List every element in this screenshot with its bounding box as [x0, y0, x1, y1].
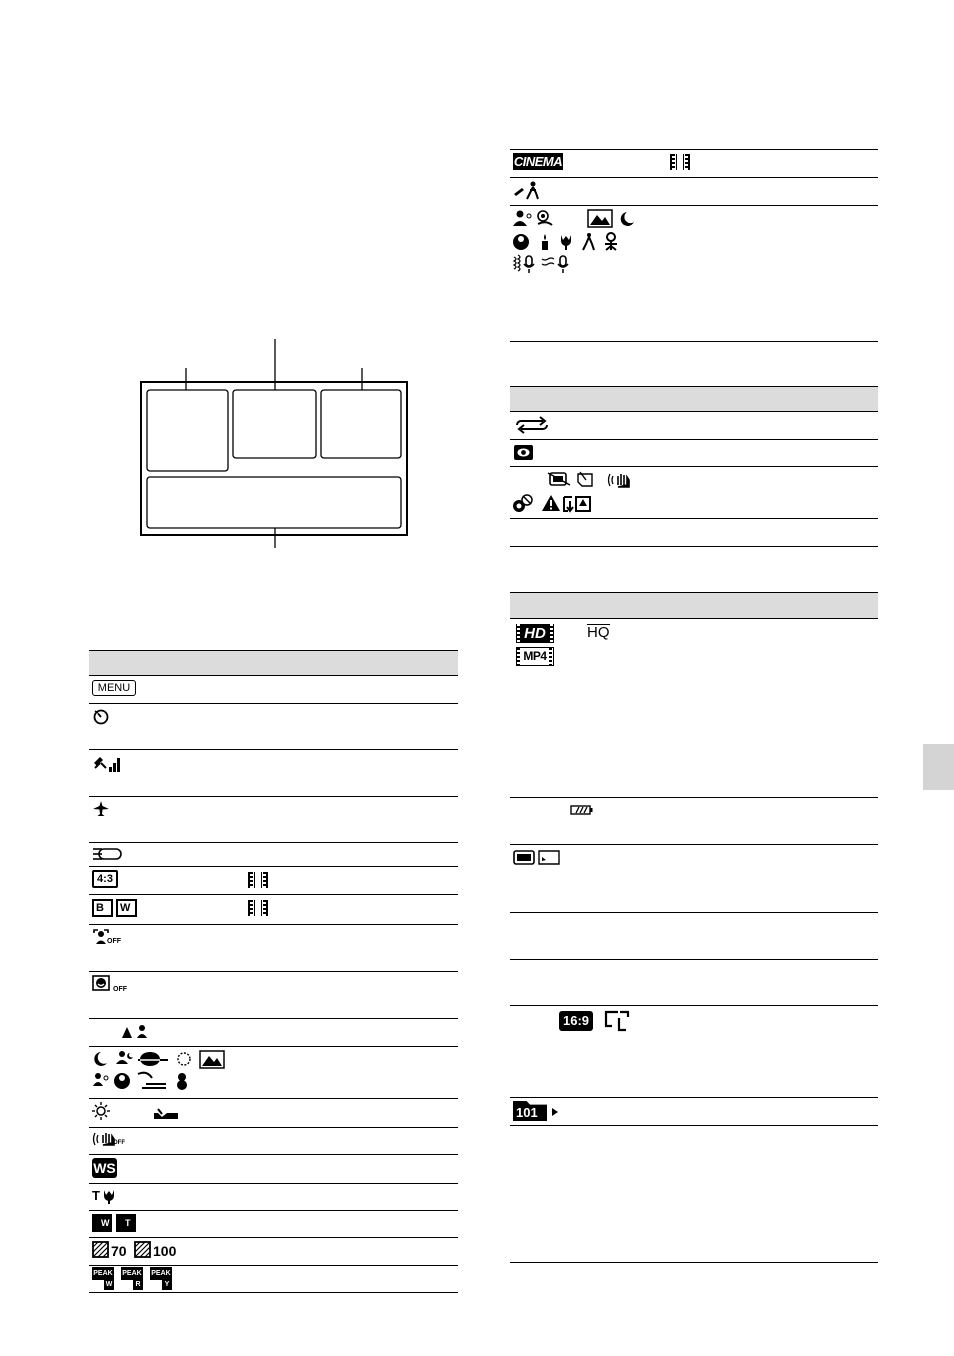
hq-quality-icon: HQ [587, 624, 610, 641]
row-divider [89, 1265, 458, 1266]
row-divider [510, 518, 878, 519]
row-divider [510, 1005, 878, 1006]
white-balance-icons [92, 1102, 182, 1122]
view-mode-icon [513, 444, 535, 462]
off-label: OFF [107, 938, 121, 945]
movie-icon [248, 900, 268, 916]
row-divider [89, 842, 458, 843]
row-divider [89, 971, 458, 972]
row-divider [89, 1292, 458, 1293]
row-divider [89, 924, 458, 925]
row-divider [89, 866, 458, 867]
row-divider [89, 1210, 458, 1211]
movie-icon [248, 872, 268, 888]
lcd-screen-diagram [0, 0, 954, 600]
row-divider [89, 1154, 458, 1155]
tele-macro-icon: T [92, 1188, 100, 1203]
row-divider [510, 466, 878, 467]
play-arrow-icon [551, 1107, 559, 1117]
self-timer-icon [92, 708, 110, 726]
black-shot-icon: B [92, 899, 113, 917]
warning-icons [512, 471, 642, 515]
row-divider [510, 1097, 878, 1098]
scene-icons-large [512, 209, 652, 275]
recording-media-icon [513, 849, 565, 867]
golf-shot-icon [513, 181, 539, 201]
hd-recording-icon: HD [516, 624, 554, 643]
zebra-icon [92, 1241, 110, 1259]
left-table-header [89, 650, 458, 676]
auto-scene-icons [120, 1022, 160, 1040]
gps-signal-icon [92, 753, 122, 773]
aspect-169-icon: 16:9 [559, 1011, 593, 1031]
scene-selection-icons [92, 1050, 232, 1094]
smile-shutter-off-icon [92, 975, 112, 993]
row-divider [89, 796, 458, 797]
airplane-mode-icon [92, 800, 110, 818]
right-middle-header [510, 386, 878, 412]
row-divider [89, 703, 458, 704]
tulip-icon [102, 1188, 116, 1204]
battery-icon [570, 804, 594, 816]
video-light-icon [92, 846, 122, 862]
zebra-70-label: 70 [111, 1243, 127, 1259]
row-divider [510, 844, 878, 845]
row-divider [510, 1125, 878, 1126]
row-divider [89, 1046, 458, 1047]
row-divider [89, 1183, 458, 1184]
zebra-icon [134, 1241, 152, 1259]
row-divider [510, 177, 878, 178]
row-divider [89, 1237, 458, 1238]
row-divider [510, 1262, 878, 1263]
row-divider [510, 149, 878, 150]
mp4-recording-icon: MP4 [516, 647, 554, 666]
row-divider [89, 1018, 458, 1019]
wide-shot-icon: W [116, 899, 137, 917]
off-label: OFF [113, 1140, 125, 1146]
row-divider [510, 205, 878, 206]
row-divider [510, 959, 878, 960]
right-bottom-header [510, 592, 878, 619]
row-divider [510, 439, 878, 440]
row-divider [510, 912, 878, 913]
row-divider [89, 894, 458, 895]
zebra-100-label: 100 [153, 1243, 177, 1259]
row-divider [510, 546, 878, 547]
side-index-tab [923, 744, 954, 790]
folder-101-label: 101 [516, 1105, 538, 1120]
row-divider [89, 1127, 458, 1128]
menu-icon: MENU [92, 680, 136, 696]
row-divider [510, 797, 878, 798]
row-divider [510, 341, 878, 342]
movie-icon [670, 154, 690, 170]
row-divider [89, 749, 458, 750]
cinema-effect-icon: CINEMA [513, 154, 563, 169]
aspect-43-icon: 4:3 [92, 870, 118, 888]
repeat-playback-icon [513, 416, 551, 434]
row-divider [89, 1098, 458, 1099]
photo-size-icon [604, 1010, 634, 1032]
wind-noise-icon: WS [93, 1160, 116, 1176]
off-label: OFF [113, 986, 127, 993]
